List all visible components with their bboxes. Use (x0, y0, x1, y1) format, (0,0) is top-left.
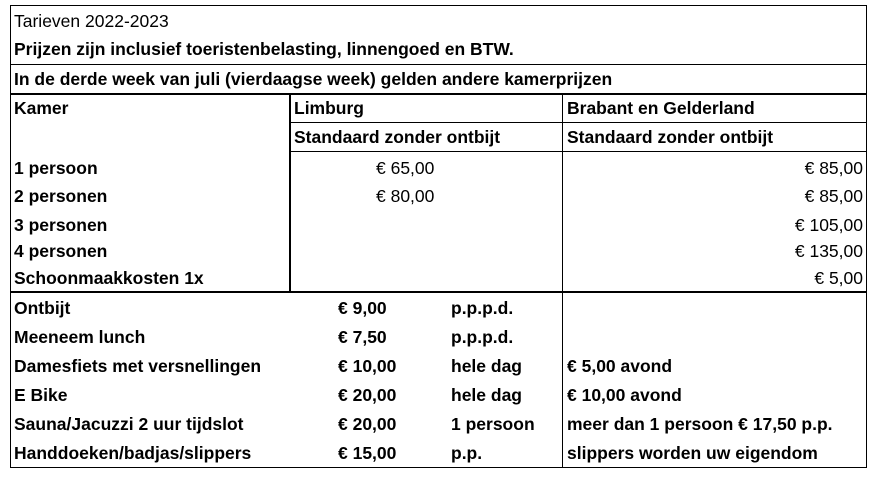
column-header-kamer: Kamer (14, 98, 69, 118)
room-price-brabant: € 135,00 (794, 241, 863, 261)
extra-unit: p.p.p.d. (451, 327, 514, 347)
divider-rooms (289, 151, 866, 152)
subheader-brabant: Standaard zonder ontbijt (567, 127, 774, 147)
room-label: Schoonmaakkosten 1x (14, 268, 204, 288)
column-header-limburg: Limburg (294, 98, 364, 118)
room-price-brabant: € 85,00 (804, 186, 863, 206)
subheader-limburg: Standaard zonder ontbijt (294, 127, 501, 147)
room-label: 4 personen (14, 241, 108, 261)
extra-label: E Bike (14, 385, 68, 405)
border-left (10, 5, 11, 468)
extra-label: Sauna/Jacuzzi 2 uur tijdslot (14, 414, 244, 434)
extra-price: € 10,00 (338, 356, 397, 376)
room-price-limburg: € 65,00 (376, 158, 435, 178)
border-bottom (10, 467, 866, 468)
extra-unit: hele dag (451, 356, 522, 376)
extra-price: € 9,00 (338, 298, 387, 318)
room-price-limburg: € 80,00 (376, 186, 435, 206)
divider-col-brabant (562, 93, 563, 468)
extra-note: meer dan 1 persoon € 17,50 p.p. (567, 414, 833, 434)
extra-price: € 7,50 (338, 327, 387, 347)
extra-label: Damesfiets met versnellingen (14, 356, 262, 376)
border-right (866, 5, 867, 468)
page-subtitle: Prijzen zijn inclusief toeristenbelasting, linnengoed en BTW. (14, 39, 514, 59)
extra-unit: p.p. (451, 443, 483, 463)
divider-notice (10, 64, 866, 65)
extra-note: € 5,00 avond (567, 356, 673, 376)
room-label: 1 persoon (14, 158, 98, 178)
room-price-brabant: € 85,00 (804, 158, 863, 178)
extra-note: € 10,00 avond (567, 385, 682, 405)
extra-label: Ontbijt (14, 298, 71, 318)
room-label: 2 personen (14, 186, 108, 206)
extra-unit: 1 persoon (451, 414, 535, 434)
room-price-brabant: € 5,00 (814, 268, 863, 288)
divider-subheader (289, 122, 866, 123)
notice-text: In de derde week van juli (vierdaagse week) gelden andere kamerprijzen (14, 69, 613, 89)
room-label: 3 personen (14, 215, 108, 235)
extra-unit: hele dag (451, 385, 522, 405)
extra-price: € 20,00 (338, 385, 397, 405)
divider-columns (10, 93, 866, 95)
extra-label: Handdoeken/badjas/slippers (14, 443, 252, 463)
room-price-brabant: € 105,00 (794, 215, 863, 235)
extra-price: € 15,00 (338, 443, 397, 463)
divider-col-limburg (289, 93, 291, 292)
extra-label: Meeneem lunch (14, 327, 146, 347)
extra-unit: p.p.p.d. (451, 298, 514, 318)
page-title: Tarieven 2022-2023 (14, 11, 169, 31)
extra-note: slippers worden uw eigendom (567, 443, 818, 463)
divider-extras (10, 291, 866, 293)
column-header-brabant: Brabant en Gelderland (567, 98, 755, 118)
border-top (10, 5, 866, 6)
extra-price: € 20,00 (338, 414, 397, 434)
